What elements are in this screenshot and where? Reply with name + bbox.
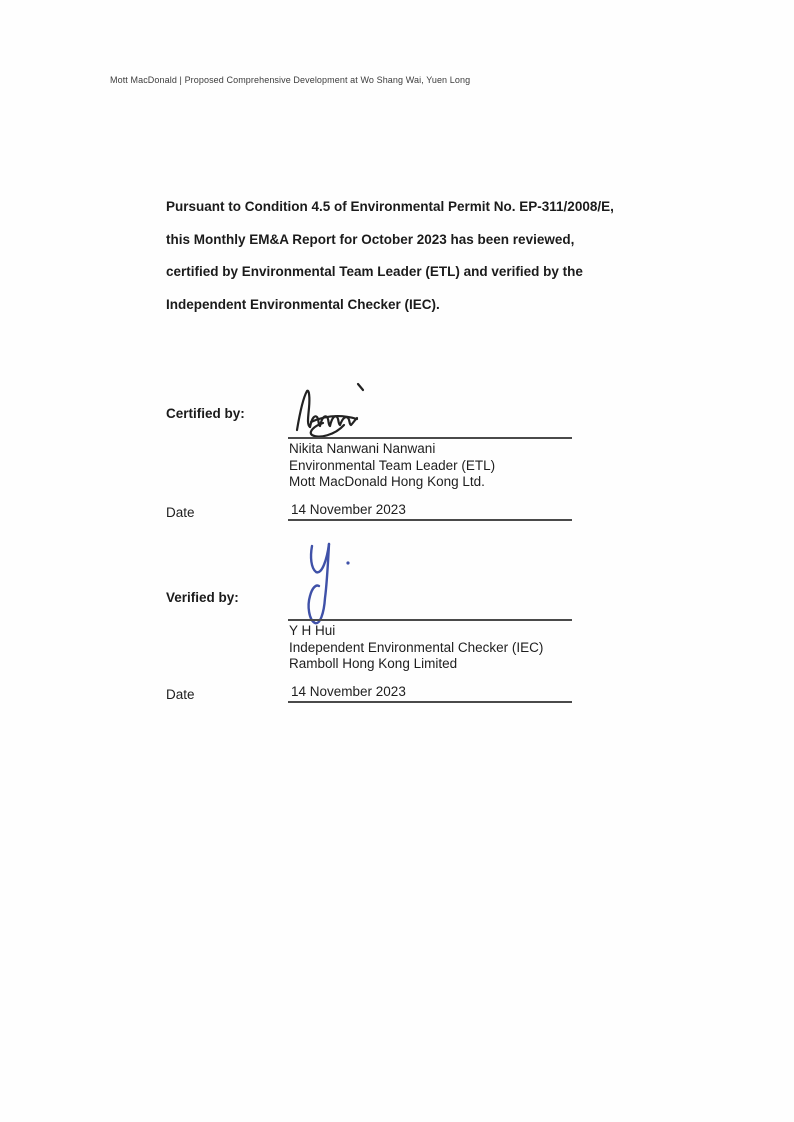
certified-company: Mott MacDonald Hong Kong Ltd. bbox=[289, 474, 485, 489]
verified-signature-line bbox=[288, 619, 572, 621]
certified-name: Nikita Nanwani Nanwani bbox=[289, 441, 436, 456]
verified-date-line bbox=[288, 701, 572, 703]
certified-by-label: Certified by: bbox=[166, 406, 245, 421]
certified-date-label: Date bbox=[166, 505, 195, 520]
verified-date-label: Date bbox=[166, 687, 195, 702]
verified-name: Y H Hui bbox=[289, 623, 336, 638]
certified-title: Environmental Team Leader (ETL) bbox=[289, 457, 496, 473]
statement-line: this Monthly EM&A Report for October 2023 has been reviewed, bbox=[166, 231, 575, 247]
verified-title: Independent Environmental Checker (IEC) bbox=[289, 639, 544, 655]
certified-identity-block bbox=[289, 441, 495, 491]
verified-identity-block bbox=[289, 623, 543, 673]
verified-by-label: Verified by: bbox=[166, 590, 239, 605]
statement-line: certified by Environmental Team Leader (ETL) and verified by the bbox=[166, 264, 583, 279]
verified-signature-icon bbox=[298, 538, 354, 630]
verified-company: Ramboll Hong Kong Limited bbox=[289, 656, 458, 671]
document-header: Mott MacDonald | Proposed Comprehensive Development at Wo Shang Wai, Yuen Long bbox=[110, 75, 471, 85]
statement-paragraph bbox=[166, 191, 656, 321]
certified-date-line bbox=[288, 519, 572, 521]
certified-signature-line bbox=[288, 437, 572, 439]
certified-date-value: 14 November 2023 bbox=[291, 502, 406, 517]
certified-signature-icon bbox=[288, 378, 383, 440]
verified-date-value: 14 November 2023 bbox=[291, 684, 406, 699]
statement-line: Independent Environmental Checker (IEC). bbox=[166, 296, 440, 312]
statement-line: Pursuant to Condition 4.5 of Environmental Permit No. EP-311/2008/E, bbox=[166, 199, 614, 214]
